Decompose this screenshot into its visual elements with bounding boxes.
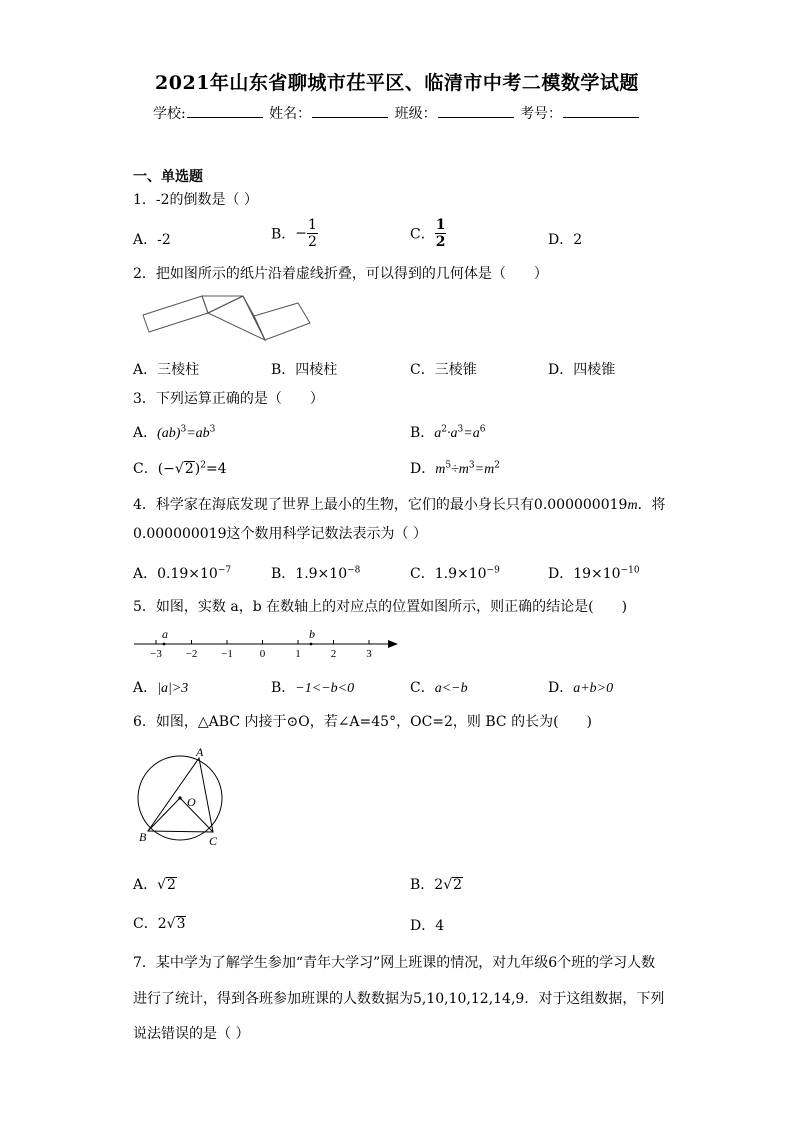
expr: =m	[474, 462, 495, 477]
fraction	[435, 217, 447, 250]
question-7-line1: 7．某中学为了解学生参加“青年大学习”网上班课的情况，对九年级6个班的学习人数	[133, 955, 656, 971]
axis-tick-label: −2	[185, 648, 198, 660]
expr: )	[194, 461, 201, 477]
radicand: 3	[176, 916, 186, 932]
q5-option-c	[410, 677, 468, 697]
class-blank[interactable]	[438, 104, 514, 118]
center-point	[178, 796, 181, 799]
stem-text: 4．科学家在海底发现了世界上最小的生物，它们的最小身长只有0.000000019	[133, 497, 628, 513]
q1-option-c	[410, 217, 446, 250]
sqrt-symbol: √2	[157, 877, 176, 893]
question-6-stem: 6．如图，△ABC 内接于⊙O，若∠A=45°，OC=2，则 BC 的长为( )	[133, 714, 592, 730]
net-triangle-2	[208, 296, 265, 340]
point-a-dot	[163, 643, 166, 646]
option-label: D．	[410, 461, 436, 477]
mantissa: 1.9×10	[295, 566, 348, 582]
option-value: 2	[573, 232, 583, 248]
expr: a	[434, 426, 442, 441]
coefficient: 2	[157, 916, 167, 932]
question-7-line2	[133, 989, 664, 1009]
option-label: A．	[133, 877, 158, 893]
stem-text: 进行了统计，得到各班参加班课的人数数据为	[133, 991, 413, 1007]
sqrt-symbol: √2	[174, 461, 194, 477]
option-label: C．	[410, 226, 435, 243]
option-label: B．	[410, 877, 435, 893]
exponent: 5	[445, 460, 452, 471]
q1-option-d	[548, 229, 582, 249]
expr: =a	[463, 426, 480, 441]
student-info-line	[0, 103, 794, 123]
q5-option-b	[271, 677, 354, 697]
radicand: 2	[167, 877, 176, 893]
q4-option-c	[410, 563, 500, 583]
q2-option-b: B．四棱柱	[271, 362, 338, 378]
vertex-a-label: A	[196, 745, 204, 759]
question-4-stem-line2: 0.000000019这个数用科学记数法表示为（ ）	[133, 526, 427, 542]
vertex-b-label: B	[139, 830, 147, 844]
number-label: 考号：	[520, 106, 563, 122]
expr: a<−b	[434, 681, 468, 696]
expr: =4	[205, 461, 227, 477]
axis-tick-label: 1	[295, 648, 301, 660]
q1-option-a	[133, 229, 171, 249]
option-label: A．	[133, 425, 158, 441]
question-3-stem: 3．下列运算正确的是（ ）	[133, 391, 324, 407]
option-label: B．	[271, 680, 296, 696]
exponent: 2	[200, 460, 206, 471]
q6-option-d	[410, 915, 444, 935]
q4-option-a	[133, 563, 231, 583]
denominator: 2	[435, 234, 446, 250]
name-blank[interactable]	[312, 104, 388, 118]
exponent: 2	[441, 424, 448, 435]
question-4-stem-line1	[133, 495, 666, 516]
option-label: D．	[548, 680, 574, 696]
expr: (ab)	[157, 426, 181, 441]
radicand: 2	[453, 877, 463, 893]
option-label: B．	[271, 226, 296, 243]
arrow-head-icon	[388, 640, 398, 648]
option-value: 4	[435, 918, 445, 934]
q3-option-b	[410, 422, 485, 442]
point-b-dot	[310, 643, 313, 646]
expr: −1<−b<0	[295, 681, 355, 696]
net-rect-left	[143, 296, 208, 332]
option-label: D．	[410, 918, 436, 934]
class-label: 班级：	[394, 106, 437, 122]
minus-sign: −	[295, 225, 308, 242]
q6-option-b	[410, 874, 463, 894]
option-label: C．	[133, 916, 158, 932]
expr: =ab	[186, 426, 210, 441]
numerator: 1	[435, 217, 446, 233]
expr: (−	[157, 461, 175, 477]
q6-option-c	[133, 913, 186, 933]
axis-tick-label: 0	[259, 648, 266, 660]
exponent: −7	[217, 565, 232, 576]
stem-text: ．对于这组数据，下列	[524, 991, 665, 1007]
stem-text: ．将	[637, 497, 666, 513]
q3-option-c	[133, 458, 227, 478]
axis-tick-label: −3	[150, 648, 162, 660]
question-7-line3: 说法错误的是（ ）	[133, 1026, 250, 1042]
data-set: 5,10,10,12,14,9	[413, 991, 525, 1007]
expr: m	[435, 462, 446, 477]
exponent: −10	[620, 565, 640, 576]
q2-option-d: D．四棱锥	[548, 362, 616, 378]
question-2-stem: 2．把如图所示的纸片沿着虚线折叠，可以得到的几何体是（ ）	[133, 266, 548, 282]
option-label: D．	[548, 232, 574, 248]
option-label: D．	[548, 566, 574, 582]
q5-option-a	[133, 677, 188, 697]
unit: m	[627, 498, 638, 513]
vertex-c-label: C	[209, 834, 218, 848]
mantissa: 19×10	[573, 566, 621, 582]
exponent: 3	[180, 424, 187, 435]
name-label: 姓名：	[269, 106, 312, 122]
option-label: A．	[133, 566, 158, 582]
section-title: 一、单选题	[133, 169, 203, 185]
axis-tick-label: 2	[330, 648, 337, 660]
expr: ÷m	[451, 462, 469, 477]
sqrt-symbol: √2	[443, 877, 463, 893]
mantissa: 1.9×10	[434, 566, 487, 582]
q3-option-a	[133, 422, 215, 442]
expr: a+b>0	[573, 681, 614, 696]
q1-option-b	[271, 217, 318, 250]
option-label: B．	[271, 566, 296, 582]
number-blank[interactable]	[563, 104, 639, 118]
point-a-label: a	[162, 627, 168, 641]
coefficient: 2	[434, 877, 444, 893]
segment-ob	[148, 798, 180, 831]
axis-tick-label: −1	[221, 648, 233, 660]
exponent: −8	[347, 565, 361, 576]
exponent: 3	[457, 424, 464, 435]
sqrt-symbol: √3	[166, 916, 186, 932]
page-title: 2021年山东省聊城市茌平区、临清市中考二模数学试题	[155, 72, 639, 94]
school-blank[interactable]	[187, 104, 263, 118]
folding-net-figure	[140, 290, 320, 348]
q2-option-c: C．三棱锥	[410, 362, 477, 378]
number-line-figure	[128, 625, 408, 661]
segment-oc	[180, 798, 213, 832]
axis-tick-label: 3	[366, 648, 372, 660]
question-1-stem: 1．-2的倒数是（ ）	[133, 192, 258, 208]
option-label: B．	[410, 425, 435, 441]
fraction	[307, 217, 318, 250]
exponent: 2	[494, 460, 500, 471]
center-o-label: O	[187, 795, 196, 809]
q6-option-a	[133, 874, 177, 894]
point-b-label: b	[309, 627, 315, 641]
option-label: C．	[410, 566, 435, 582]
option-label: C．	[133, 461, 158, 477]
option-label: C．	[410, 680, 435, 696]
mantissa: 0.19×10	[157, 566, 218, 582]
option-label: A．	[133, 232, 158, 248]
exponent: −9	[486, 565, 500, 576]
question-5-stem: 5．如图，实数 a，b 在数轴上的对应点的位置如图所示，则正确的结论是( )	[133, 599, 628, 615]
q5-option-d	[548, 677, 613, 697]
denominator: 2	[308, 234, 317, 250]
exponent: 6	[479, 424, 486, 435]
option-value: -2	[157, 232, 171, 248]
q2-option-a: A．三棱柱	[133, 362, 200, 378]
axis-ticks	[150, 640, 372, 660]
exponent: 3	[209, 424, 216, 435]
q4-option-b	[271, 563, 360, 583]
numerator: 1	[308, 217, 317, 233]
expr: |a|>3	[157, 681, 189, 696]
q4-option-d	[548, 563, 640, 583]
school-label: 学校:	[152, 106, 186, 122]
q3-option-d	[410, 458, 500, 478]
radicand: 2	[184, 461, 194, 477]
option-label: A．	[133, 680, 158, 696]
circle-triangle-figure	[133, 744, 233, 848]
expr: ·a	[447, 426, 458, 441]
exponent: 3	[468, 460, 475, 471]
